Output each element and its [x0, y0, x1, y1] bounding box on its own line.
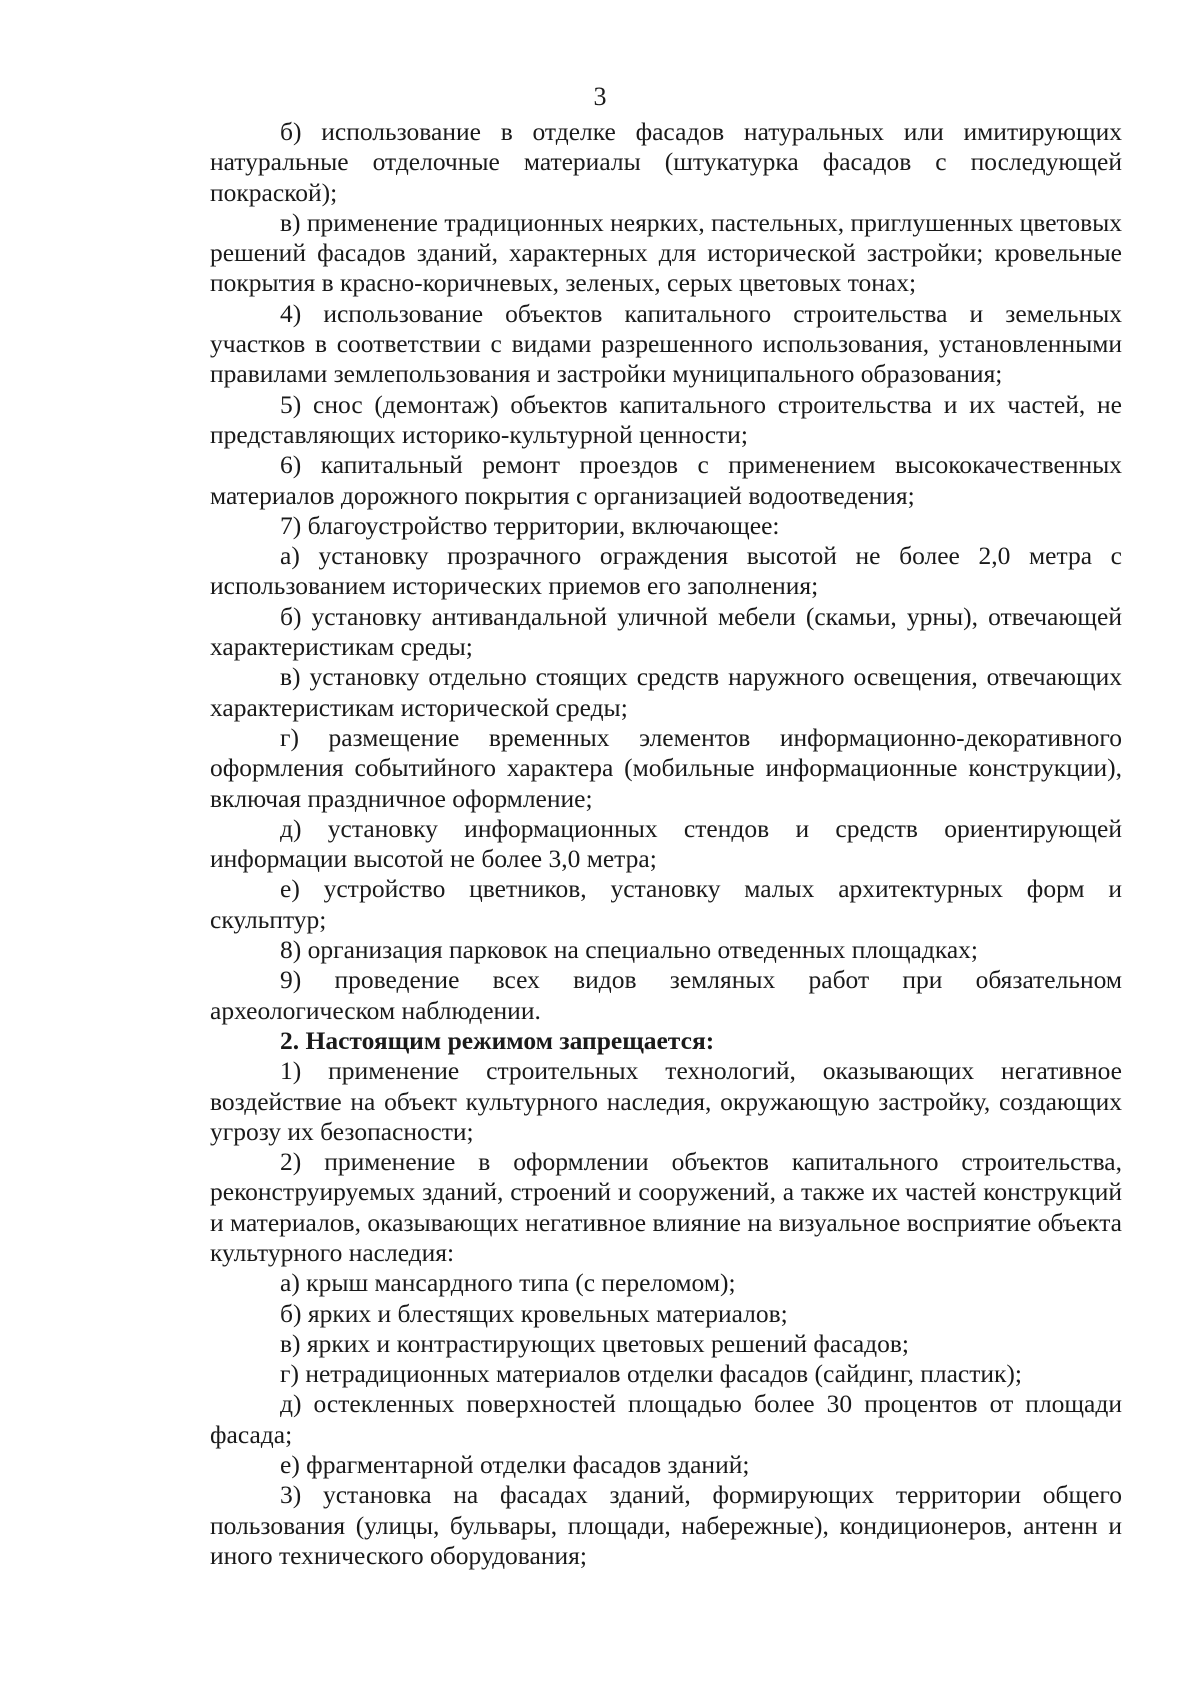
paragraph: 4) использование объектов капитального строительства и земельных участков в соответствии с видами разрешенного использования, установленными правилами землепользования и застройки муниципального образования;	[210, 298, 1122, 389]
paragraph: а) крыш мансардного типа (с переломом);	[280, 1268, 736, 1298]
paragraph: д) остекленных поверхностей площадью более 30 процентов от площади фасада;	[210, 1389, 1122, 1449]
paragraph: 1) применение строительных технологий, оказывающих негативное воздействие на объект культурного наследия, окружающую застройку, создающих угрозу их безопасности;	[210, 1056, 1122, 1146]
paragraph: 7) благоустройство территории, включающее:	[280, 510, 780, 540]
paragraph: б) ярких и блестящих кровельных материалов;	[280, 1298, 788, 1328]
paragraph: б) установку антивандальной уличной мебели (скамьи, урны), отвечающей характеристикам среды;	[210, 601, 1122, 662]
paragraph: г) нетрадиционных материалов отделки фасадов (сайдинг, пластик);	[280, 1359, 1022, 1389]
paragraph: е) устройство цветников, установку малых архитектурных форм и скульптур;	[210, 874, 1122, 934]
paragraph: в) установку отдельно стоящих средств наружного освещения, отвечающих характеристикам исторической среды;	[210, 662, 1122, 722]
paragraph: а) установку прозрачного ограждения высотой не более 2,0 метра с использованием исторических приемов его заполнения;	[210, 541, 1122, 601]
paragraph: 8) организация парковок на специально отведенных площадках;	[280, 935, 978, 965]
paragraph: е) фрагментарной отделки фасадов зданий;	[280, 1450, 750, 1480]
paragraph: г) размещение временных элементов информационно-декоративного оформления событийного характера (мобильные информационные конструкции), включая праздничное оформление;	[210, 722, 1122, 813]
paragraph: в) применение традиционных неярких, пастельных, приглушенных цветовых решений фасадов зданий, характерных для исторической застройки; кровельные покрытия в красно-коричневых, зеленых, серых цветовых тонах;	[210, 207, 1122, 298]
paragraph: 9) проведение всех видов земляных работ при обязательном археологическом наблюдении.	[210, 965, 1122, 1025]
paragraph: б) использование в отделке фасадов натуральных или имитирующих натуральные отделочные материалы (штукатурка фасадов с последующей покраской);	[210, 117, 1122, 207]
paragraph: 5) снос (демонтаж) объектов капитального строительства и их частей, не представляющих историко-культурной ценности;	[210, 389, 1122, 449]
paragraph: в) ярких и контрастирующих цветовых решений фасадов;	[280, 1328, 909, 1358]
paragraph: д) установку информационных стендов и средств ориентирующей информации высотой не более 3,0 метра;	[210, 813, 1122, 874]
section-heading: 2. Настоящим режимом запрещается:	[280, 1025, 715, 1055]
paragraph: 6) капитальный ремонт проездов с применением высококачественных материалов дорожного покрытия с организацией водоотведения;	[210, 450, 1122, 510]
document-body	[210, 117, 1122, 1571]
paragraph: 3) установка на фасадах зданий, формирующих территории общего пользования (улицы, бульвары, площади, набережные), кондиционеров, антенн и иного технического оборудования;	[210, 1480, 1122, 1570]
page-number: 3	[593, 82, 607, 111]
paragraph: 2) применение в оформлении объектов капитального строительства, реконструируемых зданий, строений и сооружений, а также их частей конструкций и материалов, оказывающих негативное влияние на визуальное восприятие объекта культурного наследия:	[210, 1147, 1122, 1267]
